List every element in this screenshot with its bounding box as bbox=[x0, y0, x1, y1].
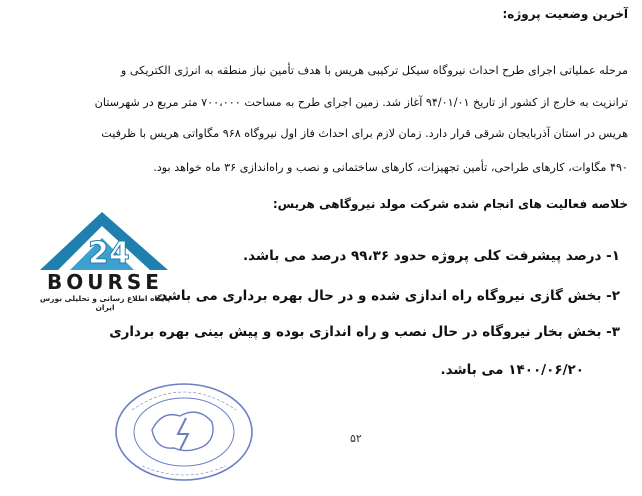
paragraph-line: ۴۹۰ مگاوات، کارهای طراحی، تأمین تجهیزات، کارهای ساختمانی و نصب و راه‌اندازی ۳۶ ماه خواهد بود. bbox=[153, 161, 628, 174]
list-item: ۱۴۰۰/۰۶/۲۰ می باشد. bbox=[440, 362, 584, 378]
stamp-seal-icon bbox=[112, 380, 257, 490]
page-number: ۵۲ bbox=[350, 432, 362, 445]
summary-heading: خلاصه فعالیت های انجام شده شرکت مولد نیروگاهی هریس: bbox=[272, 197, 628, 211]
paragraph-line: هریس در استان آذربایجان شرقی قرار دارد. زمان لازم برای احداث فاز اول نیروگاه ۹۶۸ مگاواتی هریس با ظرفیت bbox=[101, 127, 628, 140]
bourse-logo bbox=[30, 208, 180, 312]
company-stamp bbox=[112, 380, 257, 490]
paragraph-line: مرحله عملیاتی اجرای طرح احداث نیروگاه سیکل ترکیبی هریس با هدف تأمین نیاز منطقه به انرژی الکتریکی و bbox=[120, 64, 628, 77]
logo-brand-text: BOURSE bbox=[47, 270, 163, 294]
paragraph-line: ترانزیت به خارج از کشور از تاریخ ۹۴/۰۱/۰۱ آغاز شد. زمین اجرای طرح به مساحت ۷۰۰،۰۰۰ متر مربع در شهرستان bbox=[94, 96, 628, 109]
svg-text:24: 24 bbox=[88, 236, 130, 271]
logo-tagline: پایگاه اطلاع رسانی و تحلیلی بورس ایران bbox=[39, 294, 171, 312]
list-item: ۲- بخش گازی نیروگاه راه اندازی شده و در حال بهره برداری می باشد. bbox=[154, 288, 620, 304]
list-item: ۱- درصد پیشرفت کلی پروژه حدود ۹۹،۳۶ درصد می باشد. bbox=[242, 248, 620, 264]
list-item: ۳- بخش بخار نیروگاه در حال نصب و راه اندازی بوده و پیش بینی بهره برداری bbox=[109, 324, 620, 340]
section-heading: آخرین وضعیت پروژه: bbox=[502, 7, 628, 21]
bourse-mark-icon bbox=[30, 208, 180, 274]
